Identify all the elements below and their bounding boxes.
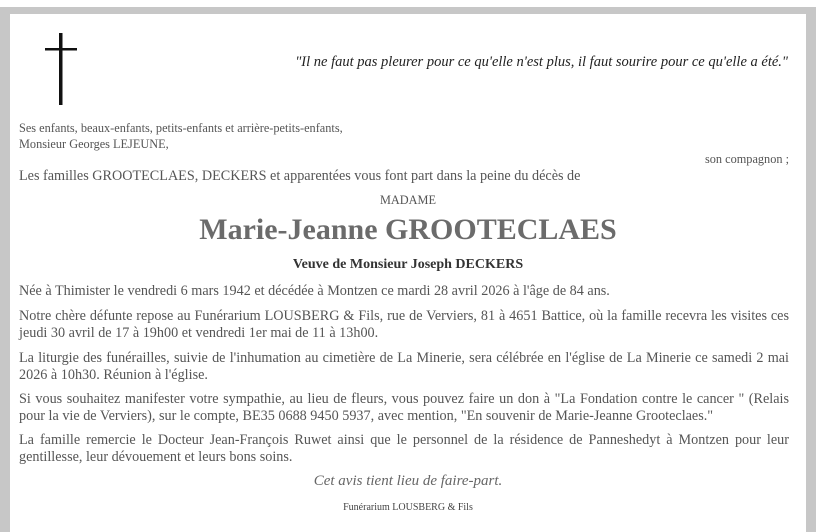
companion-suffix: son compagnon ; (704, 152, 789, 166)
paragraph-funeral-home: Notre chère défunte repose au Funérarium LOUSBERG & Fils, rue de Verviers, 81 à 4651 Battice, où la famille recevra les visites ces jeudi 30 avril de 17 à 19h00 et vendredi 1er mai de 11 à 13h00. (19, 308, 789, 341)
paragraph-birth-death: Née à Thimister le vendredi 6 mars 1942 et décédée à Montzen ce mardi 28 avril 2026 à l'âge de 84 ans. (19, 283, 610, 299)
family-line-children: Ses enfants, beaux-enfants, petits-enfants et arrière-petits-enfants, (19, 121, 343, 135)
paragraph-donation: Si vous souhaitez manifester votre sympathie, au lieu de fleurs, vous pouvez faire un don à "La Fondation contre le cancer " (Relais pour la vie de Verviers), sur le compte, BE35 0688 9450 5937, avec mention, "En souvenir de Marie-Jeanne Grooteclaes." (19, 391, 789, 424)
deceased-name: Marie-Jeanne GROOTECLAES (199, 213, 617, 246)
announcement-text: Les familles GROOTECLAES, DECKERS et apparentées vous font part dans la peine du décès de (19, 168, 581, 184)
widow-of: Veuve de Monsieur Joseph DECKERS (292, 257, 524, 272)
title-madame: MADAME (379, 193, 437, 207)
paragraph-liturgy: La liturgie des funérailles, suivie de l'inhumation au cimetière de La Minerie, sera célébrée en l'église de La Minerie ce samedi 2 mai 2026 à 10h30. Réunion à l'église. (19, 350, 789, 383)
latin-cross-icon (43, 33, 79, 105)
paragraph-thanks: La famille remercie le Docteur Jean-François Ruwet ainsi que le personnel de la résidence de Panneshedyt à Montzen pour leur gentillesse, leur dévouement et leurs bons soins. (19, 432, 789, 465)
family-line-companion: Monsieur Georges LEJEUNE, (19, 137, 169, 151)
footer-funeral-home: Funérarium LOUSBERG & Fils (343, 502, 473, 513)
closing-note: Cet avis tient lieu de faire-part. (313, 473, 503, 489)
memorial-quote: "Il ne faut pas pleurer pour ce qu'elle n'est plus, il faut sourire pour ce qu'elle a été." (295, 54, 788, 70)
